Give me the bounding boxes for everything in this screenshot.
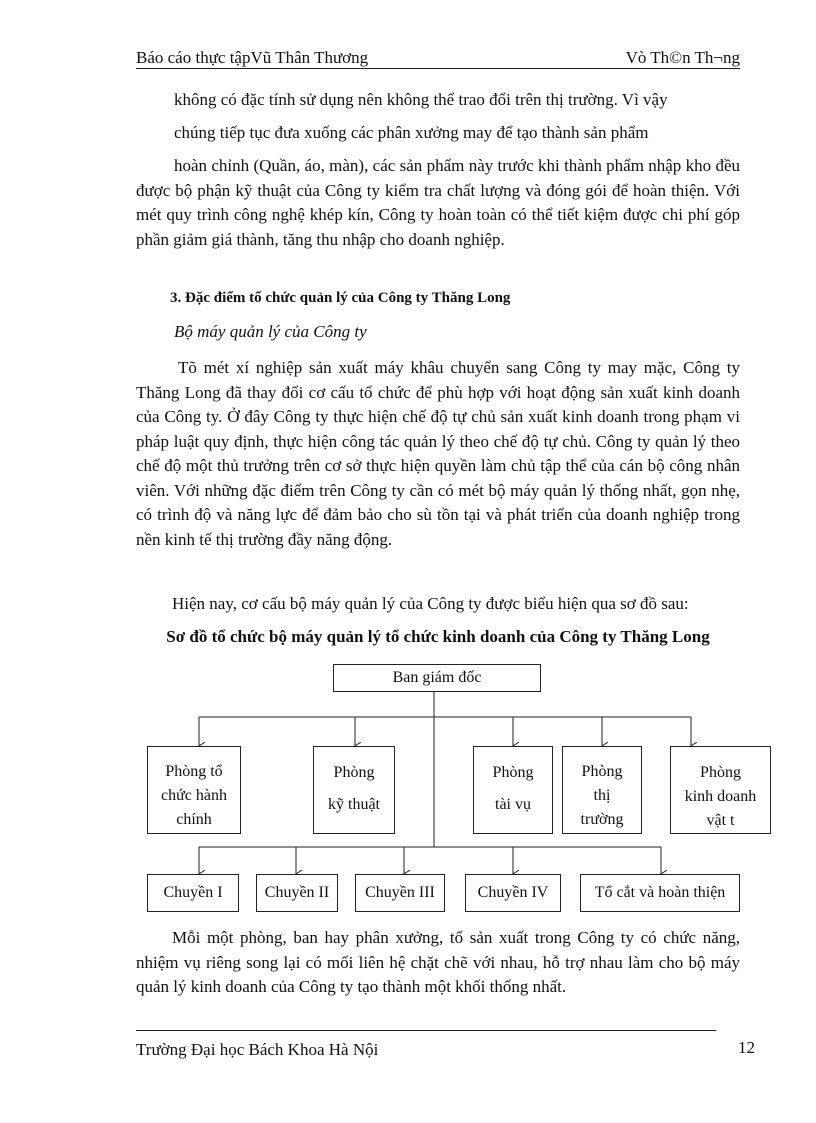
org-box-label: Chuyền IV	[477, 884, 549, 901]
org-box-phong-kinh-doanh	[670, 746, 771, 834]
chart-title: Sơ đồ tổ chức bộ máy quản lý tổ chức kinh doanh của Công ty Thăng Long	[166, 627, 710, 646]
org-box-label: Chuyền II	[264, 884, 330, 901]
org-box-chuyen-2	[256, 874, 338, 912]
section-heading: 3. Đặc điểm tổ chức quản lý của Công ty Thăng Long	[170, 290, 511, 306]
org-box-to-cat-hoan-thien	[580, 874, 740, 912]
org-box-label: Chuyền III	[365, 884, 435, 901]
org-box-line: Phòng	[333, 764, 375, 781]
org-box-phong-tai-vu	[473, 746, 553, 834]
org-box-line: thị	[593, 787, 611, 804]
org-box-line: vật t	[706, 812, 735, 829]
org-box-line: kinh doanh	[684, 788, 757, 805]
org-box-chuyen-3	[355, 874, 445, 912]
org-box-phong-thi-truong	[562, 746, 642, 834]
org-box-line: Phòng tổ	[165, 763, 223, 780]
footer-school: Trường Đại học Bách Khoa Hà Nội	[136, 1040, 379, 1059]
org-box-line: chức hành	[161, 787, 227, 804]
para1-line1: không có đặc tính sử dụng nên không thể trao đổi trên thị trường. Vì vậy	[174, 90, 668, 109]
org-box-line: tài vụ	[495, 796, 531, 813]
org-box-line: kỹ thuật	[328, 796, 380, 813]
org-box-ban-giam-doc	[333, 664, 541, 692]
org-box-line: chính	[176, 811, 212, 828]
org-box-line: Phòng	[581, 763, 623, 780]
para1-line2: chúng tiếp tục đưa xuống các phân xưởng may để tạo thành sản phẩm	[174, 123, 649, 142]
org-box-line: Phòng	[700, 764, 741, 781]
org-box-label: Ban giám đốc	[392, 669, 482, 686]
org-box-phong-to-chuc	[147, 746, 241, 834]
org-box-phong-ky-thuat	[313, 746, 395, 834]
header-left: Báo cáo thực tậpVũ Thân Thương	[136, 48, 369, 67]
subheading: Bộ máy quản lý của Công ty	[174, 322, 367, 341]
footer-rule	[136, 1030, 716, 1031]
org-box-chuyen-4	[465, 874, 561, 912]
org-box-label: Chuyền I	[163, 884, 223, 901]
org-box-line: trường	[580, 811, 624, 828]
page-number: 12	[738, 1038, 755, 1057]
header-right: Vò Th©n Th¬ng	[625, 48, 740, 67]
org-box-label: Tổ cắt và hoàn thiện	[594, 884, 726, 901]
para1-rest: hoàn chỉnh (Quần, áo, màn), các sản phẩm này trước khi thành phẩm nhập kho đều được bộ phận kỹ thuật của Công ty kiểm tra chất lượng và đóng gói để hoàn thiện. Với mét quy trình công nghệ khép kín, Công ty hoàn toàn có thể tiết kiệm được chi phí góp phần giảm giá thành, tăng thu nhập cho doanh nghiệp.	[136, 156, 740, 249]
para3: Hiện nay, cơ cấu bộ máy quản lý của Công ty được biểu hiện qua sơ đồ sau:	[172, 594, 689, 613]
para2: Tõ mét xí nghiệp sản xuất máy khâu chuyển sang Công ty may mặc, Công ty Thăng Long đã thay đổi cơ cấu tổ chức để phù hợp với hoạt động sản xuất kinh doanh của Công ty. Ở đây Công ty thực hiện chế độ tự chủ sản xuất kinh doanh trong phạm vi pháp luật quy định, thực hiện công tác quản lý theo chế độ tự chủ. Công ty quản lý theo chế độ một thủ trưởng trên cơ sở thực hiện quyền làm chủ tập thể của cán bộ công nhân viên. Với những đặc điểm trên Công ty cần có mét bộ máy quản lý thống nhất, gọn nhẹ, có trình độ và năng lực để đảm bảo cho sù tồn tại và phát triển của doanh nghiệp trong nền kinh tế thị trường đầy năng động.	[136, 358, 740, 549]
para4: Mỗi một phòng, ban hay phân xưởng, tổ sản xuất trong Công ty có chức năng, nhiệm vụ riêng song lại có mối liên hệ chặt chẽ với nhau, hỗ trợ nhau làm cho bộ máy quản lý kinh doanh của Công ty tạo thành một khối thống nhất.	[136, 928, 740, 996]
org-box-line: Phòng	[492, 764, 534, 781]
org-box-chuyen-1	[147, 874, 239, 912]
